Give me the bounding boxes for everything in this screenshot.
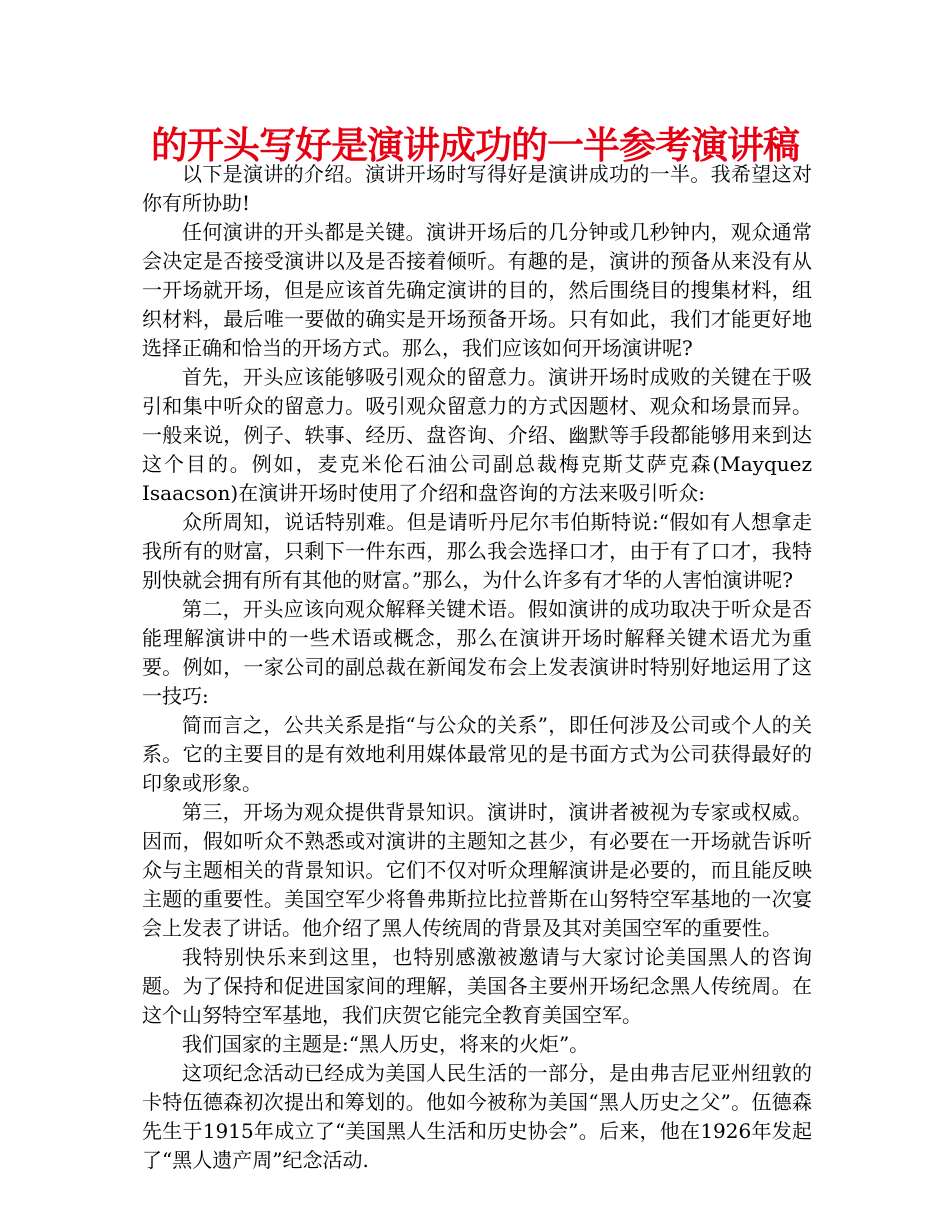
paragraph: 首先，开头应该能够吸引观众的留意力。演讲开场时成败的关键在于吸引和集中听众的留意力。吸引观众留意力的方式因题材、观众和场景而异。一般来说，例子、轶事、经历、盘咨询、介绍、幽默等手段都能够用来到达这个目的。例如，麦克米伦石油公司副总裁梅克斯艾萨克森(Mayquez Isaacson)在演讲开场时使用了介绍和盘咨询的方法来吸引听众: (142, 365, 812, 505)
paragraph: 我们国家的主题是:“黑人历史，将来的火炬”。 (182, 1032, 590, 1056)
paragraph: 第二，开头应该向观众解释关键术语。假如演讲的成功取决于听众是否能理解演讲中的一些术语或概念，那么在演讲开场时解释关键术语尤为重要。例如，一家公司的副总裁在新闻发布会上发表演讲时特别好地运用了这一技巧: (142, 597, 812, 708)
paragraph: 任何演讲的开头都是关键。演讲开场后的几分钟或几秒钟内，观众通常会决定是否接受演讲以及是否接着倾听。有趣的是，演讲的预备从来没有从一开场就开场，但是应该首先确定演讲的目的，然后围绕目的搜集材料，组织材料，最后唯一要做的确实是开场预备开场。只有如此，我们才能更好地选择正确和恰当的开场方式。那么，我们应该如何开场演讲呢? (142, 220, 812, 360)
paragraph: 这项纪念活动已经成为美国人民生活的一部分，是由弗吉尼亚州纽敦的卡特伍德森初次提出和筹划的。他如今被称为美国“黑人历史之父”。伍德森先生于1915年成立了“美国黑人生活和历史协会”。后来，他在1926年发起了“黑人遗产周”纪念活动. (142, 1061, 812, 1172)
document-body (142, 160, 812, 1175)
paragraph: 简而言之，公共关系是指“与公众的关系”，即任何涉及公司或个人的关系。它的主要目的是有效地利用媒体最常见的是书面方式为公司获得最好的印象或形象。 (142, 713, 812, 795)
document-title: 的开头写好是演讲成功的一半参考演讲稿 (151, 124, 799, 167)
paragraph: 我特别快乐来到这里，也特别感激被邀请与大家讨论美国黑人的咨询题。为了保持和促进国家间的理解，美国各主要州开场纪念黑人传统周。在这个山努特空军基地，我们庆贺它能完全教育美国空军。 (142, 945, 812, 1027)
paragraph: 第三，开场为观众提供背景知识。演讲时，演讲者被视为专家或权威。因而，假如听众不熟悉或对演讲的主题知之甚少，有必要在一开场就告诉听众与主题相关的背景知识。它们不仅对听众理解演讲是必要的，而且能反映主题的重要性。美国空军少将鲁弗斯拉比拉普斯在山努特空军基地的一次宴会上发表了讲话。他介绍了黑人传统周的背景及其对美国空军的重要性。 (142, 800, 812, 940)
paragraph: 以下是演讲的介绍。演讲开场时写得好是演讲成功的一半。我希望这对你有所协助! (142, 162, 812, 215)
paragraph: 众所周知，说话特别难。但是请听丹尼尔韦伯斯特说:“假如有人想拿走我所有的财富，只剩下一件东西，那么我会选择口才，由于有了口才，我特别快就会拥有所有其他的财富。”那么，为什么许多有才华的人害怕演讲呢? (142, 510, 812, 592)
